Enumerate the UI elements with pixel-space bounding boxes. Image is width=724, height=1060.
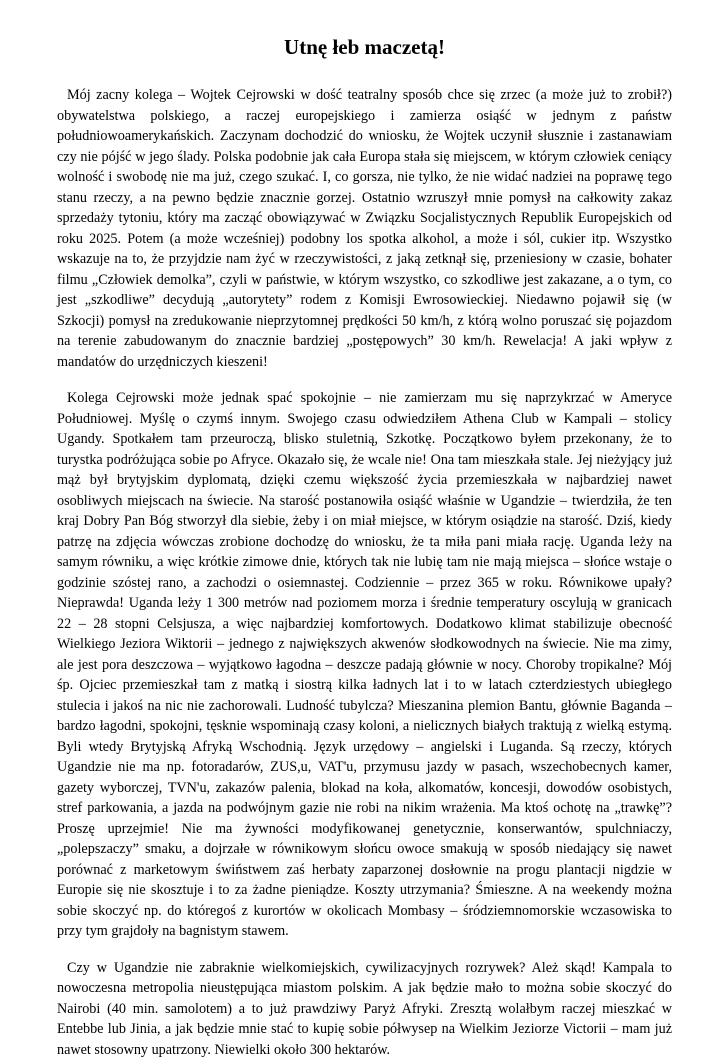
paragraph-2: Kolega Cejrowski może jednak spać spokojnie – nie zamierzam mu się naprzykrzać w Ameryce Południowej. Myślę o czymś innym. Swojego czasu odwiedziłem Athena Club w Kampali – stolicy Ugandy. Spotkałem tam przeuroczą, blisko stuletnią, Szkotkę. Początkowo byłem przekonany, że to turystka podróżująca sobie po Afryce. Okazało się, że wcale nie! Ona tam mieszkała stale. Jej nieżyjący już mąż był brytyjskim dyplomatą, dzięki czemu większość życia przemieszkała w najbardziej nawet osobliwych miejscach na świecie. Na starość postanowiła osiąść właśnie w Ugandzie – twierdziła, że ten kraj Dobry Pan Bóg stworzył dla siebie, żeby i on miał miejsce, w którym osiądzie na starość. Dziś, kiedy patrzę na zdjęcia wówczas zrobione dochodzę do wniosku, że ta miła pani miała rację. Uganda leży na samym równiku, a więc krótkie zimowe dnie, których tak nie lubię tam nie mają miejsca – słońce wstaje o godzinie szóstej rano, a zachodzi o osiemnastej. Codziennie – przez 365 w roku. Równikowe upały? Nieprawda! Uganda leży 1 300 metrów nad poziomem morza i średnie temperatury oscylują w granicach 22 – 28 stopni Celsjusza, a więc najbardziej komfortowych. Dodatkowo klimat stabilizuje obecność Wielkiego Jeziora Wiktorii – jednego z największych akwenów słodkowodnych na świecie. Nie ma zimy, ale jest pora deszczowa – wyjątkowo łagodna – deszcze padają głównie w nocy. Choroby tropikalne? Mój śp. Ojciec przemieszkał tam z matką i siostrą kilka ładnych lat i to w latach czterdziestych ubiegłego stulecia i jakoś na nic nie zachorowali. Ludność tubylcza? Mieszanina plemion Bantu, głównie Baganda – bardzo łagodni, spokojni, tęsknie wspominają czasy koloni, a nielicznych białych traktują z wielką estymą. Byli wtedy Brytyjską Afryką Wschodnią. Język urzędowy – angielski i Luganda. Są rzeczy, których Ugandzie nie ma np. fotoradarów, ZUS,u, VAT'u, przymusu jazdy w pasach, wszechobecnych kamer, gazety wyborczej, TVN'u, zakazów palenia, blokad na koła, alkomatów, koncesji, dowodów osobistych, stref parkowania, a jazda na podwójnym gazie nie robi na nikim wrażenia. Ma ktoś ochotę na „trawkę”? Proszę uprzejmie! Nie ma żywności modyfikowanej genetycznie, konserwantów, spulchniaczy, „polepszaczy” smaku, a dojrzałe w równikowym słońcu owoce smakują w sposób niedający się nawet porównać z marketowym świństwem zaś herbaty zaparzonej dosłownie na progu plantacji nigdzie w Europie się nie skosztuje i to za żadne pieniądze. Koszty utrzymania? Śmieszne. A na weekendy można sobie skoczyć np. do któregoś z kurortów w okolicach Mombasy – śródziemnomorskie wczasowiska to przy tym grajdoły na bagnistym stawem. bbox=[57, 388, 672, 942]
paragraph-3: Czy w Ugandzie nie zabraknie wielkomiejskich, cywilizacyjnych rozrywek? Ależ skąd! Kampala to nowoczesna metropolia nieustępująca miastom polskim. A jak będzie mało to można sobie skoczyć do Nairobi (40 min. samolotem) a to już prawdziwy Paryż Afryki. Zresztą wolałbym raczej mieszkać w Entebbe lub Jinia, a jak będzie mnie stać to kupię sobie półwysep na Wielkim Jeziorze Victorii – mam już nawet stosowny upatrzony. Niewielki około 300 hektarów. bbox=[57, 958, 672, 1060]
paragraph-1: Mój zacny kolega – Wojtek Cejrowski w dość teatralny sposób chce się zrzec (a może już to zrobił?) obywatelstwa polskiego, a raczej europejskiego i zamierza osiąść w jednym z państw południowoamerykańskich. Zaczynam dochodzić do wniosku, że Wojtek uczynił słusznie i zastanawiam czy nie pójść w jego ślady. Polska podobnie jak cała Europa stała się miejscem, w którym człowiek ceniący wolność i swobodę nie ma już, czego szukać. I, co gorsza, nie tylko, że nie widać nadziei na poprawę tego stanu rzeczy, a na pewno będzie znacznie gorzej. Ostatnio wzruszył mnie pomysł na całkowity zakaz sprzedaży tytoniu, który ma zacząć obowiązywać w Związku Socjalistycznych Republik Europejskich od roku 2025. Potem (a może wcześniej) podobny los spotka alkohol, a może i sól, cukier itp. Wszystko wskazuje na to, że przyjdzie nam żyć w rzeczywistości, z jaką zetknął się, przeniesiony w czasie, bohater filmu „Człowiek demolka”, czyli w państwie, w którym wszystko, co szkodliwe jest zakazane, a o tym, co jest „szkodliwe” decydują „autorytety” rodem z Komisji Ewrosowieckiej. Niedawno pojawił się (w Szkocji) pomysł na zredukowanie nieprzytomnej prędkości 50 km/h, z którą wolno poruszać się pojazdom na terenie zabudowanym do znacznie bardziej „postępowych” 30 km/h. Rewelacja! A jaki wpływ z mandatów do urzędniczych kieszeni! bbox=[57, 85, 672, 372]
page-title: Utnę łeb maczetą! bbox=[57, 34, 672, 60]
